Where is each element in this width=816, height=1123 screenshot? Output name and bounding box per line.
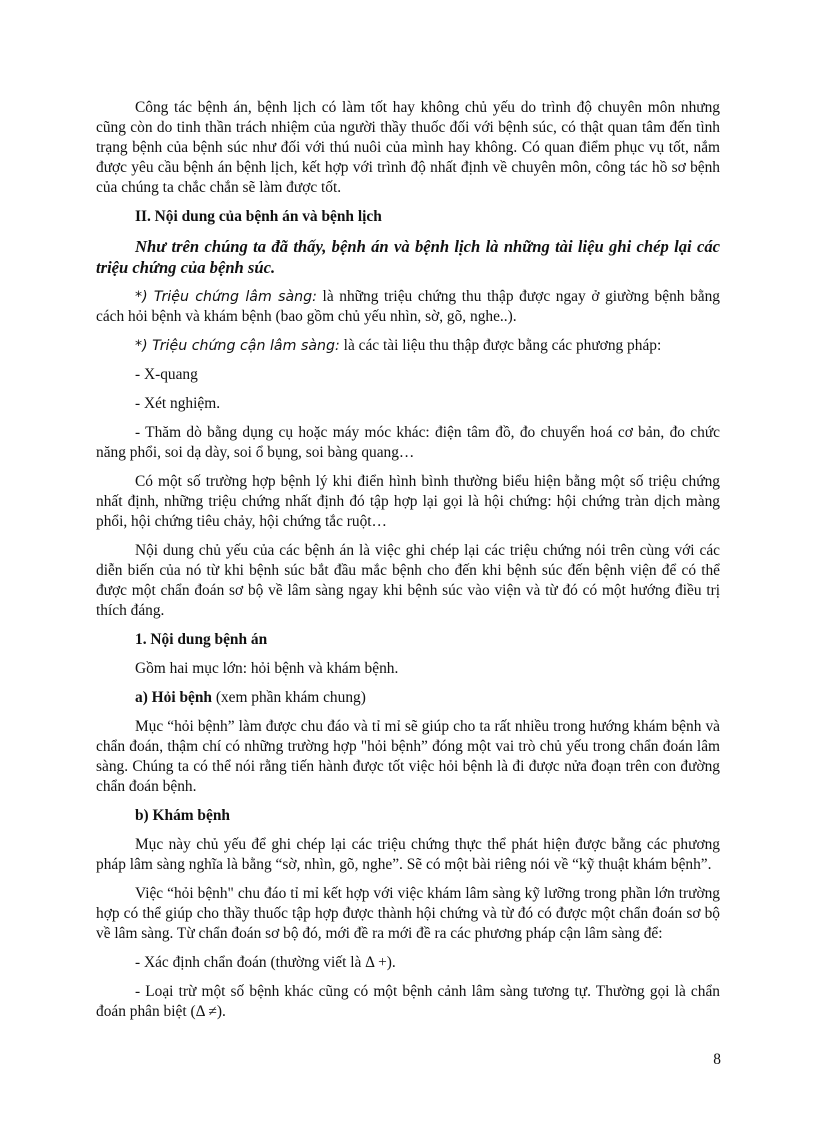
- list-item-xray: - X-quang: [135, 366, 198, 383]
- paragraph-clinical-symptoms: [96, 287, 720, 327]
- paragraph-record-content: Nội dung chủ yếu của các bệnh án là việc ghi chép lại các triệu chứng nói trên cùng với các diễn biến của nó từ khi bệnh súc bắt đầu mắc bệnh cho đến khi bệnh súc đến bệnh viện để có thể được một chẩn đoán sơ bộ về lâm sàng ngay khi bệnh súc vào viện và từ đó có một hướng điều trị thích đáng.: [96, 542, 720, 619]
- list-item-instrument-probe: - Thăm dò bằng dụng cụ hoặc máy móc khác: điện tâm đồ, đo chuyển hoá cơ bản, đo chức năng phổi, soi dạ dày, soi ổ bụng, soi bàng quang…: [96, 424, 720, 461]
- clinical-symptoms-text: là những triệu chứng thu thập được ngay ở giường bệnh bằng cách hỏi bệnh và khám bệnh (bao gồm chủ yếu nhìn, sờ, gõ, nghe..).: [96, 288, 720, 325]
- list-item-determine-diagnosis: - Xác định chẩn đoán (thường viết là Δ +).: [135, 954, 396, 971]
- paragraph-records-quality: Công tác bệnh án, bệnh lịch có làm tốt hay không chủ yếu do trình độ chuyên môn nhưng cũng còn do tinh thần trách nhiệm của người thầy thuốc đối với bệnh súc, có thật quan tâm đến tình trạng bệnh của bệnh súc như đối với thú nuôi của mình hay không. Có quan điểm phục vụ tốt, nắm được yêu cầu bệnh án bệnh lịch, kết hợp với trình độ nhất định về chuyên môn, công tác hồ sơ bệnh của chúng ta chắc chắn sẽ làm được tốt.: [96, 99, 720, 196]
- paraclinical-symptoms-text: là các tài liệu thu thập được bằng các phương pháp:: [339, 337, 662, 354]
- list-item-differential-diagnosis: - Loại trừ một số bệnh khác cũng có một bệnh cảnh lâm sàng tương tự. Thường gọi là chẩn đoán phân biệt (Δ ≠).: [96, 983, 720, 1020]
- paragraph-history-taking: Mục “hỏi bệnh” làm được chu đáo và tỉ mỉ sẽ giúp cho ta rất nhiều trong hướng khám bệnh và chẩn đoán, thậm chí có những trường hợp "hỏi bệnh” đóng một vai trò chủ yếu trong chẩn đoán lâm sàng. Chúng ta có thể nói rằng tiến hành được tốt việc hỏi bệnh là đi được nửa đoạn trên con đường chẩn đoán bệnh.: [96, 718, 720, 795]
- paraclinical-symptoms-label: *) Triệu chứng cận lâm sàng:: [135, 338, 340, 354]
- list-item-lab-test: - Xét nghiệm.: [135, 395, 221, 412]
- paragraph-combined-approach: Việc “hỏi bệnh" chu đáo tỉ mỉ kết hợp với việc khám lâm sàng kỹ lưỡng trong phần lớn trường hợp có thể giúp cho thầy thuốc tập hợp được thành hội chứng và từ đó có được một chẩn đoán sơ bộ về lâm sàng. Từ chẩn đoán sơ bộ đó, mới đề ra mới đề ra các phương pháp cận lâm sàng để:: [96, 885, 720, 942]
- heading-b-examination: b) Khám bệnh: [135, 807, 230, 824]
- intro-italic-paragraph: Như trên chúng ta đã thấy, bệnh án và bệnh lịch là những tài liệu ghi chép lại các triệu chứng của bệnh súc.: [96, 237, 720, 277]
- heading-a-line: [96, 688, 720, 708]
- subsection-heading-1: 1. Nội dung bệnh án: [135, 631, 268, 648]
- heading-a-note: (xem phần khám chung): [211, 689, 366, 706]
- heading-a-history: a) Hỏi bệnh: [135, 689, 212, 706]
- paragraph-two-items: Gồm hai mục lớn: hỏi bệnh và khám bệnh.: [135, 660, 399, 677]
- paragraph-examination: Mục này chủ yếu để ghi chép lại các triệu chứng thực thể phát hiện được bằng các phương pháp lâm sàng nghĩa là bằng “sờ, nhìn, gõ, nghe”. Sẽ có một bài riêng nói về “kỹ thuật khám bệnh”.: [96, 836, 720, 873]
- paragraph-syndrome: Có một số trường hợp bệnh lý khi điển hình bình thường biểu hiện bằng một số triệu chứng nhất định, những triệu chứng nhất định đó tập hợp lại gọi là hội chứng: hội chứng tràn dịch màng phổi, hội chứng tiêu chảy, hội chứng tắc ruột…: [96, 473, 720, 530]
- page-number: 8: [713, 1051, 721, 1068]
- page-content: [96, 98, 720, 1031]
- paragraph-paraclinical-symptoms: [96, 336, 720, 356]
- clinical-symptoms-label: *) Triệu chứng lâm sàng:: [135, 289, 317, 305]
- section-heading-ii: II. Nội dung của bệnh án và bệnh lịch: [135, 208, 382, 225]
